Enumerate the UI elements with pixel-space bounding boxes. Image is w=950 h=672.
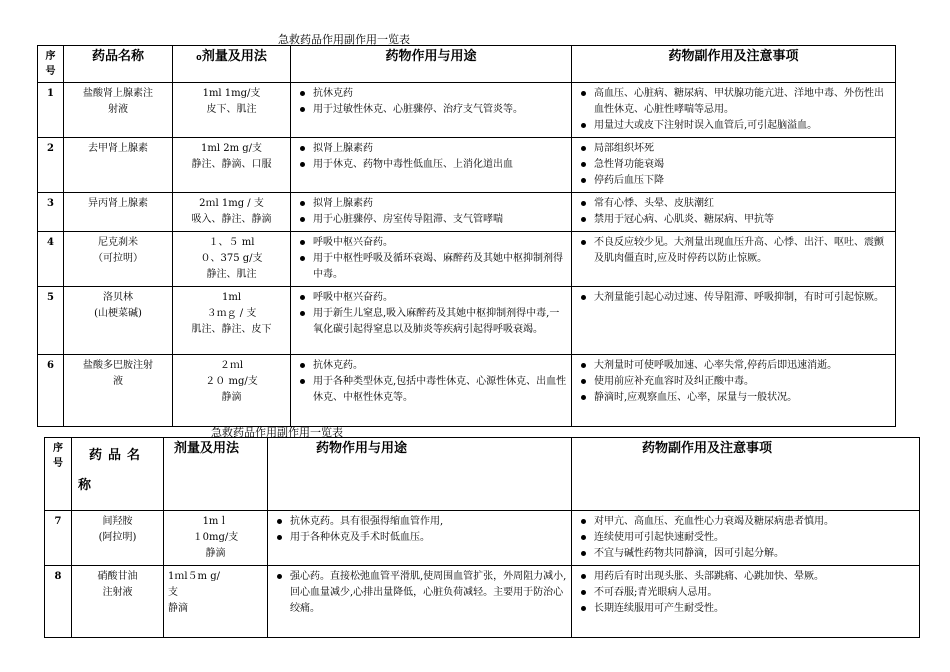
side-effect-item: 高血压、心脏病、糖尿病、甲状腺功能亢进、洋地中毒、外伤性出血性休克、心脏性哮喘等忌用。 xyxy=(576,86,891,118)
row-number: 1 xyxy=(38,83,64,138)
effect-cell xyxy=(291,193,572,232)
side-effect-cell xyxy=(572,193,896,232)
drug-name-line: 液 xyxy=(113,376,123,387)
row-number: 8 xyxy=(45,566,72,638)
row-number: 7 xyxy=(45,511,72,566)
side-effect-cell xyxy=(572,355,896,427)
dosage-line: 1ｍl５m g/ xyxy=(168,571,220,582)
dosage xyxy=(173,138,291,193)
effect-item-list xyxy=(272,514,567,546)
effect-item: 强心药。直接松弛血管平滑肌,使周围血管扩张，外周阻力减小,回心血量减少,心排出量降低，心脏负荷减轻。主要用于防治心绞痛。 xyxy=(272,569,567,617)
side-effect-item: 大剂量能引起心动过速、传导阻滞、呼吸抑制，有时可引起惊厥。 xyxy=(576,290,891,306)
effect-item: 抗休克药 xyxy=(295,86,567,102)
dosage-line: 1ml 1mg/支 xyxy=(202,88,261,99)
side-effect-item: 常有心悸、头晕、皮肤潮红 xyxy=(576,196,891,212)
table-row xyxy=(45,566,920,638)
effect-item-list xyxy=(295,290,567,338)
dosage xyxy=(173,232,291,287)
effect-item: 用于过敏性休克、心脏骤停、治疗支气管炎等。 xyxy=(295,102,567,118)
dosage-line: 1ml 2m g/支 xyxy=(200,143,262,154)
effect-item: 抗休克药。具有很强得缩血管作用, xyxy=(272,514,567,530)
dosage-line: 静注、肌注 xyxy=(206,269,257,280)
side-effect-item-list xyxy=(576,514,915,562)
side-effect-item: 不良反应较少见。大剂量出现血压升高、心悸、出汗、呕吐、震颤及肌肉僵直时,应及时停药以防止惊厥。 xyxy=(576,235,891,267)
drug-name-line: 尼克刹米 xyxy=(98,237,138,248)
side-effect-item-list xyxy=(576,141,891,189)
side-effect-cell xyxy=(572,566,920,638)
dosage xyxy=(173,287,291,355)
side-effect-item: 不宜与碱性药物共同静滴，因可引起分解。 xyxy=(576,546,915,562)
effect-cell xyxy=(291,138,572,193)
side-effect-item-list xyxy=(576,290,891,306)
effect-item: 呼吸中枢兴奋药。 xyxy=(295,235,567,251)
dosage xyxy=(173,83,291,138)
drug-name-line: 间羟胺 xyxy=(102,516,133,527)
drug-name-line: 洛贝林 xyxy=(103,292,133,303)
side-effect-cell xyxy=(572,287,896,355)
drug-name xyxy=(64,138,173,193)
drug-name-line: 异丙肾上腺素 xyxy=(88,198,148,209)
drug-name xyxy=(64,83,173,138)
table-row xyxy=(45,511,920,566)
side-effect-item: 用药后有时出现头胀、头部跳痛、心跳加快、晕厥。 xyxy=(576,569,915,585)
header-effect: 药物作用与用途 xyxy=(291,46,572,83)
side-effect-item: 对甲亢、高血压、充血性心力衰竭及糖尿病患者慎用。 xyxy=(576,514,915,530)
effect-item: 抗休克药。 xyxy=(295,358,567,374)
header-dose: ₀剂量及用法 xyxy=(173,46,291,83)
dosage-line: 静注、静滴、口服 xyxy=(191,159,272,170)
header-name-line1: 药品名 xyxy=(88,448,146,463)
table-row xyxy=(38,138,896,193)
effect-item-list xyxy=(295,196,567,228)
effect-item: 呼吸中枢兴奋药。 xyxy=(295,290,567,306)
dosage-line: １、５ ml xyxy=(208,237,255,248)
header-name: 药品名称 xyxy=(64,46,173,83)
drug-name xyxy=(64,355,173,427)
dosage-line: 静滴 xyxy=(168,603,188,614)
effect-item: 拟肾上腺素药 xyxy=(295,141,567,157)
row-number: 5 xyxy=(38,287,64,355)
dosage-line: 肌注、静注、皮下 xyxy=(191,324,272,335)
header-side: 药物副作用及注意事项 xyxy=(572,438,920,511)
effect-cell xyxy=(268,566,572,638)
drug-name xyxy=(64,287,173,355)
row-number: 6 xyxy=(38,355,64,427)
dosage xyxy=(164,511,268,566)
drug-name-line: 射液 xyxy=(108,104,128,115)
effect-item-list xyxy=(295,358,567,406)
row-number: 2 xyxy=(38,138,64,193)
effect-item: 拟肾上腺素药 xyxy=(295,196,567,212)
drug-name xyxy=(64,232,173,287)
side-effect-item-list xyxy=(576,86,891,134)
header-no: 序号 xyxy=(38,46,64,83)
effect-item-list xyxy=(295,141,567,173)
dosage-line: ０、375 g/支 xyxy=(200,253,263,264)
side-effect-item: 静滴时,应观察血压、心率，尿量与一般状况。 xyxy=(576,390,891,406)
drug-name-line: 去甲肾上腺素 xyxy=(88,143,148,154)
side-effect-cell xyxy=(572,138,896,193)
side-effect-item: 不可吞服;青光眼病人忌用。 xyxy=(576,585,915,601)
header-dose: 剂量及用法 xyxy=(164,438,268,511)
effect-cell xyxy=(291,287,572,355)
side-effect-item-list xyxy=(576,358,891,406)
dosage xyxy=(173,193,291,232)
dosage-line: 吸入、静注、静滴 xyxy=(191,214,272,225)
table1 xyxy=(37,45,896,427)
header-effect: 药物作用与用途 xyxy=(268,438,572,511)
table2-caption: 急救药品作用副作用一览表 xyxy=(211,426,343,439)
side-effect-item: 急性肾功能衰竭 xyxy=(576,157,891,173)
side-effect-item: 大剂量时可使呼吸加速、心率失常,停药后即迅速消逝。 xyxy=(576,358,891,374)
dosage-line: １0mg/支 xyxy=(192,532,239,543)
drug-name-line: 硝酸甘油 xyxy=(97,571,138,582)
side-effect-item: 禁用于冠心病、心肌炎、糖尿病、甲抗等 xyxy=(576,212,891,228)
effect-cell xyxy=(291,232,572,287)
side-effect-item-list xyxy=(576,569,915,617)
effect-cell xyxy=(291,83,572,138)
side-effect-item: 局部组织坏死 xyxy=(576,141,891,157)
effect-item: 用于中枢性呼吸及循环衰竭、麻醉药及其她中枢抑制剂得中毒。 xyxy=(295,251,567,283)
drug-name-line: 注射液 xyxy=(102,587,133,598)
dosage-line: 皮下、肌注 xyxy=(206,104,257,115)
dosage-line: 静滴 xyxy=(221,392,242,403)
effect-item: 用于各种类型休克,包括中毒性休克、心源性休克、出血性休克、中枢性休克等。 xyxy=(295,374,567,406)
header-name-line2: 称 xyxy=(78,478,92,493)
header-name-text xyxy=(76,441,159,501)
dosage xyxy=(173,355,291,427)
effect-item: 用于休克、药物中毒性低血压、上消化道出血 xyxy=(295,157,567,173)
side-effect-item: 使用前应补充血容时及纠正酸中毒。 xyxy=(576,374,891,390)
row-number: 3 xyxy=(38,193,64,232)
header-name xyxy=(72,438,164,511)
drug-name-line: 盐酸肾上腺素注 xyxy=(83,88,153,99)
table-row xyxy=(38,83,896,138)
dosage-line: ２０ mg/支 xyxy=(205,376,258,387)
dosage-line: 静滴 xyxy=(205,548,226,559)
side-effect-cell xyxy=(572,511,920,566)
drug-name xyxy=(72,566,164,638)
effect-item-list xyxy=(295,235,567,283)
side-effect-item-list xyxy=(576,235,891,267)
effect-cell xyxy=(291,355,572,427)
dosage-line: ３ｍｇ / 支 xyxy=(206,308,257,319)
dosage-line: 1ml xyxy=(221,292,242,303)
side-effect-item: 连续使用可引起快速耐受性。 xyxy=(576,530,915,546)
drug-name-line: (阿拉明) xyxy=(98,532,137,543)
table-header-row xyxy=(38,46,896,83)
side-effect-cell xyxy=(572,232,896,287)
dosage-line: 1mｌ xyxy=(202,516,229,527)
table2 xyxy=(44,437,920,638)
drug-name-line: (山梗菜碱) xyxy=(94,308,142,319)
header-side: 药物副作用及注意事项 xyxy=(572,46,896,83)
effect-item-list xyxy=(295,86,567,118)
dosage-line: 2ｍl 1mg / 支 xyxy=(199,198,264,209)
side-effect-item: 停药后血压下降 xyxy=(576,173,891,189)
table1-caption: 急救药品作用副作用一览表 xyxy=(278,33,410,46)
effect-item: 用于各种休克及手术时低血压。 xyxy=(272,530,567,546)
effect-item-list xyxy=(272,569,567,617)
effect-cell xyxy=(268,511,572,566)
header-no: 序号 xyxy=(45,438,72,511)
table-header-row xyxy=(45,438,920,511)
drug-name xyxy=(64,193,173,232)
drug-name-line: （可拉明） xyxy=(93,253,143,264)
table-row xyxy=(38,232,896,287)
drug-name-line: 盐酸多巴胺注射 xyxy=(83,360,153,371)
row-number: 4 xyxy=(38,232,64,287)
dosage-line: 支 xyxy=(168,587,178,598)
table-row xyxy=(38,193,896,232)
side-effect-cell xyxy=(572,83,896,138)
table-row xyxy=(38,355,896,427)
drug-name xyxy=(72,511,164,566)
side-effect-item: 用量过大或皮下注射时误入血管后,可引起脑溢血。 xyxy=(576,118,891,134)
dosage-line: ２ｍl xyxy=(219,360,244,371)
dosage xyxy=(164,566,268,638)
effect-item: 用于新生儿窒息,吸入麻醉药及其她中枢抑制剂得中毒,一氧化碳引起得窒息以及肺炎等疾病引起得呼吸衰竭。 xyxy=(295,306,567,338)
table-row xyxy=(38,287,896,355)
side-effect-item: 长期连续服用可产生耐受性。 xyxy=(576,601,915,617)
side-effect-item-list xyxy=(576,196,891,228)
effect-item: 用于心脏骤停、房室传导阻滞、支气管哮喘 xyxy=(295,212,567,228)
